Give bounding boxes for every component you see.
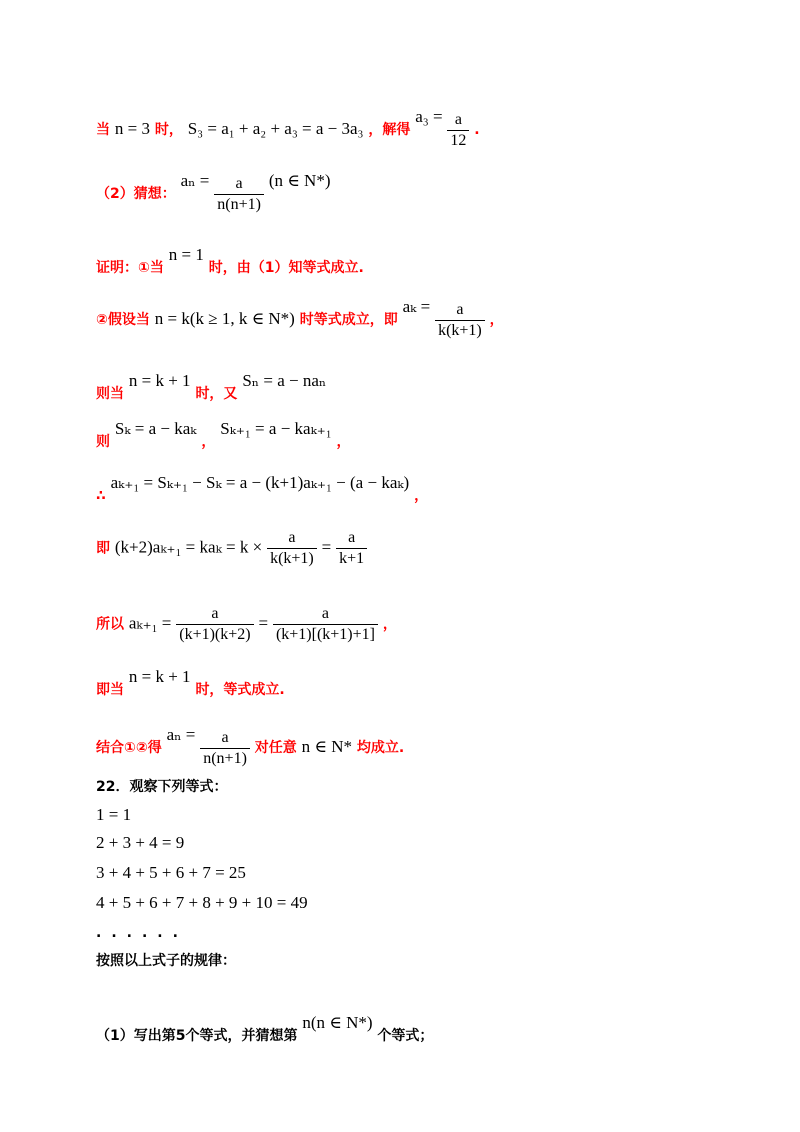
denominator: k(k+1) <box>438 321 482 339</box>
math-expr: aₙ = <box>166 725 196 744</box>
math-expr: n = 1 <box>168 245 204 264</box>
equation-4: 4 + 5 + 6 + 7 + 8 + 9 + 10 = 49 <box>96 893 308 912</box>
text: （2）猜想： <box>96 186 176 202</box>
denominator: n(n+1) <box>203 749 247 767</box>
math-expr: aₙ = <box>180 171 210 190</box>
denominator: k(k+1) <box>270 550 314 567</box>
denominator: n(n+1) <box>217 195 261 213</box>
denominator: 12 <box>450 131 467 149</box>
math-expr: aₖ₊₁ = <box>128 613 172 633</box>
math-expr: Sₖ = a − kaₖ <box>114 419 197 438</box>
solution-line-9 <box>96 604 397 645</box>
fraction <box>447 110 469 151</box>
math-expr: aₖ = <box>402 297 431 316</box>
solution-line-11 <box>96 726 404 769</box>
solution-line-8 <box>96 528 367 569</box>
text: 结合①②得 <box>96 740 162 756</box>
text: ∴ <box>96 488 106 504</box>
solution-line-4 <box>96 298 504 341</box>
text: （1）写出第5个等式，并猜想第 <box>96 1028 298 1044</box>
text: 当 <box>96 122 110 138</box>
numerator: a <box>214 174 264 195</box>
denominator: (k+1)[(k+1)+1] <box>275 626 375 643</box>
equation-2: 2 + 3 + 4 = 9 <box>96 833 185 852</box>
math-expr: Sₖ₊₁ = a − kaₖ₊₁ <box>220 419 332 438</box>
math-expr: = <box>258 613 269 633</box>
text: 时， <box>154 122 183 138</box>
solution-line-10 <box>96 668 285 699</box>
text: 时，又 <box>195 386 238 402</box>
math-expr: a₃ = <box>415 107 443 126</box>
math-expr: S₃ = a₁ + a₂ + a₃ = a − 3a₃ <box>187 119 364 138</box>
fraction <box>435 300 485 341</box>
solution-line-5 <box>96 372 326 403</box>
text: 即当 <box>96 682 124 698</box>
text: 时等式成立，即 <box>299 312 398 328</box>
text: 均成立. <box>356 740 405 756</box>
denominator: (k+1)(k+2) <box>179 626 251 643</box>
text: 对任意 <box>254 740 297 756</box>
ellipsis: ...... <box>96 925 188 941</box>
numerator: a <box>176 604 253 625</box>
numerator: a <box>273 604 378 625</box>
solution-line-1 <box>96 108 480 151</box>
math-expr: n = 3 <box>114 119 150 138</box>
math-expr: Sₙ = a − naₙ <box>242 371 327 390</box>
part-1 <box>96 1014 433 1045</box>
text: ， <box>201 434 216 450</box>
text: 所以 <box>96 616 124 633</box>
numerator: a <box>200 728 250 749</box>
fraction <box>267 528 317 569</box>
fraction <box>176 604 253 645</box>
solution-line-3 <box>96 246 364 277</box>
math-expr: n = k + 1 <box>128 667 191 686</box>
fraction <box>336 528 367 569</box>
math-expr: = <box>321 537 332 557</box>
numerator: a <box>336 528 367 549</box>
math-expr: n ∈ N* <box>301 737 353 756</box>
text: ②假设当 <box>96 312 150 328</box>
instruction: 按照以上式子的规律： <box>96 953 236 969</box>
text: 个等式； <box>377 1028 434 1044</box>
solution-line-2 <box>96 172 331 215</box>
numerator: a <box>435 300 485 321</box>
math-expr: (k+2)aₖ₊₁ = kaₖ = k × <box>114 537 263 557</box>
text: ， <box>414 488 429 504</box>
equation-3: 3 + 4 + 5 + 6 + 7 = 25 <box>96 863 246 882</box>
text: . <box>474 122 480 138</box>
fraction <box>200 728 250 769</box>
solution-line-6 <box>96 420 351 451</box>
fraction <box>214 174 264 215</box>
text: ，解得 <box>368 122 411 138</box>
text: ， <box>336 434 351 450</box>
problem-title: 22．观察下列等式： <box>96 779 228 795</box>
equation-1: 1 = 1 <box>96 805 132 824</box>
numerator: a <box>267 528 317 549</box>
text: 即 <box>96 540 110 557</box>
text: 证明：①当 <box>96 260 164 276</box>
text: 时，等式成立. <box>195 682 285 698</box>
math-expr: n = k + 1 <box>128 371 191 390</box>
text: ， <box>489 312 504 328</box>
numerator: a <box>447 110 469 131</box>
text: ， <box>382 616 397 633</box>
text: 则 <box>96 434 110 450</box>
math-expr: (n ∈ N*) <box>268 171 331 190</box>
math-expr: n(n ∈ N*) <box>302 1013 373 1032</box>
denominator: k+1 <box>339 550 365 567</box>
math-expr: n = k(k ≥ 1, k ∈ N*) <box>154 309 295 328</box>
solution-line-7 <box>96 474 428 505</box>
math-expr: aₖ₊₁ = Sₖ₊₁ − Sₖ = a − (k+1)aₖ₊₁ − (a − kaₖ) <box>110 473 410 492</box>
text: 则当 <box>96 386 124 402</box>
text: 时，由（1）知等式成立. <box>208 260 364 276</box>
fraction <box>273 604 378 645</box>
